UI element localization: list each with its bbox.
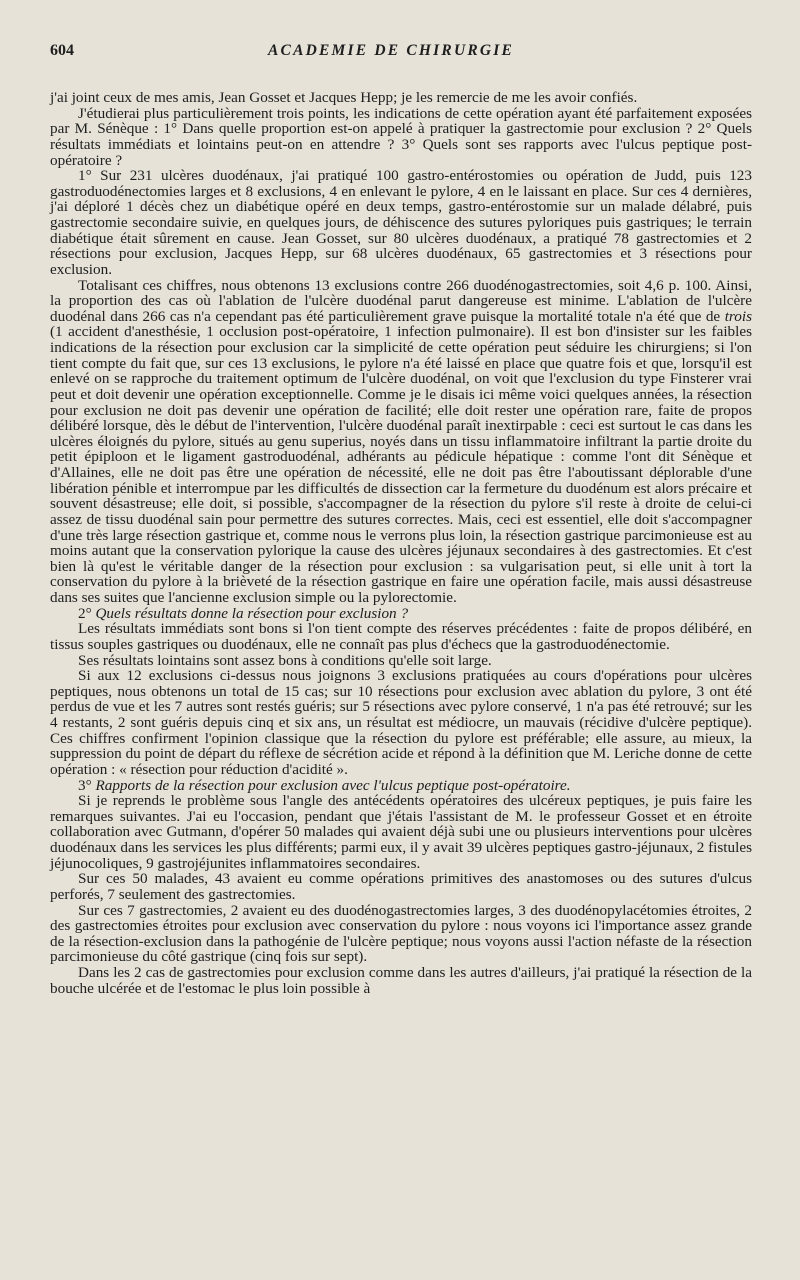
- paragraph: Sur ces 7 gastrectomies, 2 avaient eu des duodénogastrectomies larges, 3 des duodénopylacétomies étroites, 2 des gastrectomies étroites pour exclusion avec conservation du pylore : nous voyons ici l'importance assez grande de la résection-exclusion dans la pathogénie de l'ulcère peptique; nous voyons aussi l'action néfaste de la résection parcimonieuse du côté gastrique (cinq fois sur sept).: [50, 901, 752, 966]
- section-heading: [50, 606, 752, 622]
- paragraph: 1° Sur 231 ulcères duodénaux, j'ai pratiqué 100 gastro-entérostomies ou opération de Judd, puis 123 gastroduodénectomies larges et 8 exclusions, 4 en enlevant le pylore, 4 en le laissant en place. Sur ces 4 dernières, j'ai déploré 1 décès chez un diabétique opéré en deux temps, gastro-entérostomie sur un malade délabré, puis gastrectomie secondaire suivie, en quelques jours, de déhiscence des sutures pyloriques puis gastriques; le terrain diabétique était sûrement en cause. Jean Gosset, sur 80 ulcères duodénaux, a pratiqué 78 gastrectomies et 2 résections pour exclusion, Jacques Hepp, sur 68 ulcères duodénaux, 65 gastrectomies et 3 résections pour exclusion.: [50, 167, 752, 278]
- section-heading: [50, 778, 752, 794]
- running-head: ACADEMIE DE CHIRURGIE: [268, 42, 515, 59]
- paragraph: [50, 278, 752, 606]
- paragraph: J'étudierai plus particulièrement trois points, les indications de cette opération ayant été parfaitement exposées par M. Sénèque : 1° Dans quelle proportion est-on appelé à pratiquer la gastrectomie pour exclusion ? 2° Quels résultats immédiats et lointains peut-on en attendre ? 3° Quels sont ses rapports avec l'ulcus peptique post-opératoire ?: [50, 104, 752, 169]
- paragraph: j'ai joint ceux de mes amis, Jean Gosset et Jacques Hepp; je les remercie de me les avoir confiés.: [50, 89, 638, 106]
- section-number: 3°: [78, 776, 96, 794]
- paragraph: Les résultats immédiats sont bons si l'on tient compte des réserves précédentes : faite de propos délibéré, en tissus souples gastriques ou duodénaux, elle ne connaît pas plus d'échecs que la gastroduodénectomie.: [50, 620, 752, 653]
- section-title: Quels résultats donne la résection pour exclusion ?: [95, 604, 409, 622]
- paragraph: Sur ces 50 malades, 43 avaient eu comme opérations primitives des anastomoses ou des sutures d'ulcus perforés, 7 seulement des gastrectomies.: [50, 870, 752, 903]
- paragraph-text: Totalisant ces chiffres, nous obtenons 13 exclusions contre 266 duodénogastrectomies, soit 4,6 p. 100. Ainsi, la proportion des cas où l'ablation de l'ulcère duodénal parut dangereuse est minime. L'ablation de l'ulcère duodénal dans 266 cas n'a cependant pas été particulièrement grave puisque la mortalité totale n'a été que de: [50, 276, 752, 325]
- paragraph: Si aux 12 exclusions ci-dessus nous joignons 3 exclusions pratiquées au cours d'opérations pour ulcères peptiques, nous obtenons un total de 15 cas; sur 10 résections pour exclusion avec ablation du pylore, 3 ont été perdus de vue et les 7 autres sont restés guéris; sur 5 résections avec pylore conservé, 1 n'a pas été retrouvé; sur les 4 restants, 2 sont guéris depuis cinq et six ans, un résultat est médiocre, un mauvais (récidive d'ulcère peptique). Ces chiffres confirment l'opinion classique que la résection du pylore est préférable; elle assure, au mieux, la suppression du point de départ du réflexe de sécrétion acide et répond à la définition que M. Leriche donne de cette opération : « résection pour réduction d'acidité ».: [50, 667, 752, 778]
- page-number: 604: [50, 42, 74, 59]
- paragraph-text: (1 accident d'anesthésie, 1 occlusion post-opératoire, 1 infection pulmonaire). Il est bon d'insister sur les faibles indications de la résection pour exclusion car la simplicité de cette opération peut séduire les chirurgiens; si l'on tient compte du fait que, sur ces 13 exclusions, le pylore n'a été laissé en place que quatre fois et que, lorsqu'il est enlevé on se rapproche du traitement optimum de l'ulcère duodénal, on voit que l'exclusion du type Finsterer vrai peut et doit devenir une opération exceptionnelle. Comme je le disais ici même voici quelques années, la résection pour exclusion ne doit pas devenir une opération de facilité; elle doit rester une opération rare, faite de propos délibéré lorsque, dès le début de l'intervention, l'ulcère duodénal paraît inextirpable : ceci est surtout le cas dans les ulcères éloignés du pylore, situés au genu superius, noyés dans un tissu inflammatoire infiltrant la partie droite du petit épiploon et le ligament gastroduodénal, adhérants au pédicule hépatique : comme l'ont dit Sénèque et d'Allaines, elle ne doit pas être une opération de nécessité, elle ne doit pas être l'aboutissant déplorable d'une libération pénible et interrompue par les difficultés de dissection car la fermeture du duodénum est alors précaire et souvent désastreuse; elle doit, si possible, s'accompagner de la résection du pylore s'il reste à droite de celui-ci assez de tissu duodénal sain pour permettre des sutures correctes. Mais, ceci est essentiel, elle doit s'accompagner d'une très large résection gastrique et, comme nous le verrons plus loin, la résection gastrique parcimonieuse est au moins autant que la conservation pylorique la cause des ulcères jéjunaux secondaires à des gastrectomies. Et c'est bien là qu'est le véritable danger de la résection pour exclusion : sa vulgarisation peut, si elle unit à tort la conservation du pylore à la brièveté de la résection gastrique en faire une opération facile, mais aussi désastreuse dans ses suites que l'ancienne exclusion simple ou la pylorectomie.: [50, 323, 752, 606]
- page-header: [50, 42, 752, 72]
- section-number: 2°: [78, 604, 96, 622]
- paragraph: Dans les 2 cas de gastrectomies pour exclusion comme dans les autres d'ailleurs, j'ai pratiqué la résection de la bouche ulcérée et de l'estomac le plus loin possible à: [50, 964, 752, 997]
- paragraph: Si je reprends le problème sous l'angle des antécédents opératoires des ulcéreux peptiques, je puis faire les remarques suivantes. J'ai eu l'occasion, pendant que j'étais l'assistant de M. le professeur Gosset et en étroite collaboration avec Gutmann, d'opérer 50 malades qui avaient déjà subi une ou plusieurs interventions pour ulcères duodénaux dans les services les plus différents; parmi eux, il y avait 39 ulcères peptiques gastro-jéjunaux, 2 fistules jéjunocoliques, 9 gastrojéjunites inflammatoires secondaires.: [50, 792, 752, 872]
- emphasis: trois: [724, 307, 752, 325]
- section-title: Rapports de la résection pour exclusion avec l'ulcus peptique post-opératoire.: [95, 776, 571, 794]
- paragraph: Ses résultats lointains sont assez bons à conditions qu'elle soit large.: [78, 651, 492, 669]
- article-body: [50, 90, 752, 996]
